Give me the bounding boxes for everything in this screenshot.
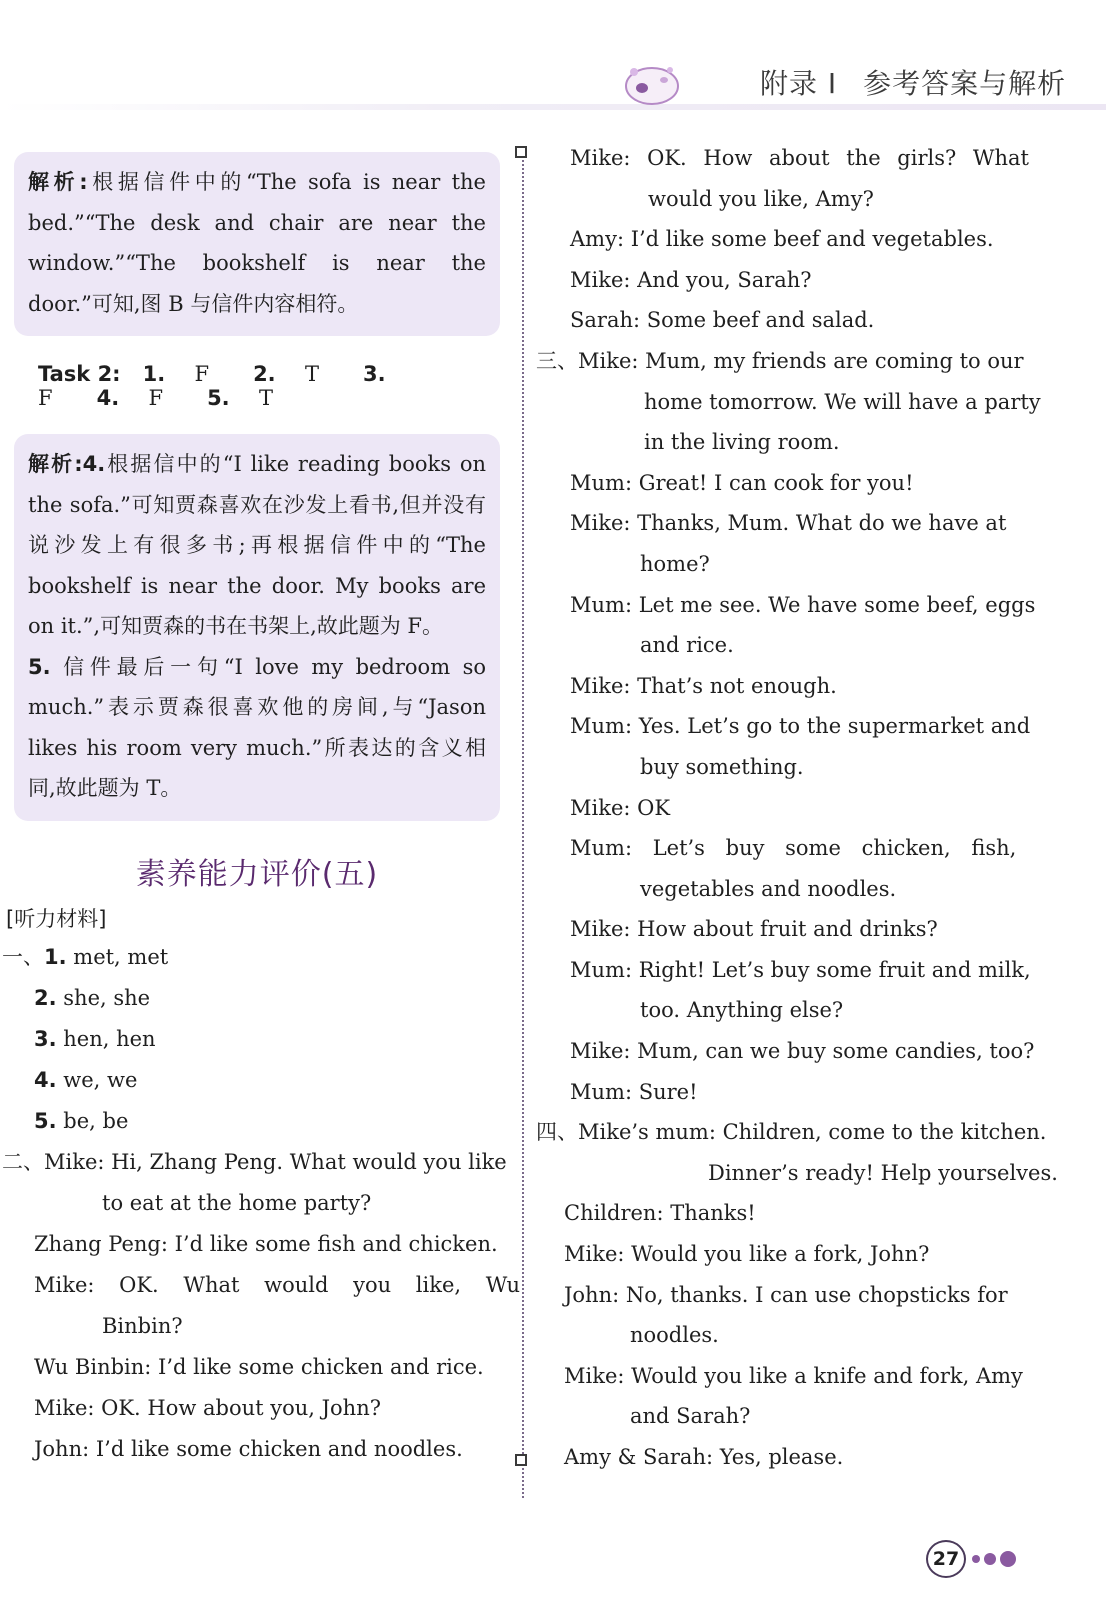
part-prefix: 二、 xyxy=(2,1149,44,1174)
answer-num: 5. xyxy=(207,386,230,410)
dialogue-line: Mum: Right! Let’s buy some fruit and milk, xyxy=(570,957,1031,982)
answer-value: T xyxy=(304,362,319,386)
listening-material-tag: [听力材料] xyxy=(6,906,107,931)
dialogue-line: vegetables and noodles. xyxy=(640,876,897,901)
list-item xyxy=(14,1019,500,1060)
part2 xyxy=(2,1142,520,1470)
dialogue-line: Mike: OK. What would you like, Wu xyxy=(34,1272,520,1297)
part-prefix: 三、 xyxy=(536,348,578,373)
dialogue-line: Amy & Sarah: Yes, please. xyxy=(564,1445,844,1469)
list-item xyxy=(14,978,500,1019)
task2-label: Task 2: xyxy=(38,362,121,386)
dialogue-line: Mike: Mum, can we buy some candies, too? xyxy=(570,1039,1035,1064)
answer-value: F xyxy=(194,362,210,386)
dialogue-line: Amy: I’d like some beef and vegetables. xyxy=(570,227,994,252)
item-text: be, be xyxy=(63,1108,129,1133)
dialogue-line: in the living room. xyxy=(644,430,840,455)
dialogue-text: Mike: Hi, Zhang Peng. What would you like xyxy=(44,1149,507,1174)
dialogue-line: Mike: OK xyxy=(570,795,671,820)
page-dots-decoration xyxy=(972,1548,1020,1567)
part1 xyxy=(2,937,500,1142)
item-text: she, she xyxy=(63,985,151,1010)
item-text: we, we xyxy=(63,1067,138,1092)
dialogue-text: Mike: Mum, my friends are coming to our xyxy=(578,348,1024,373)
analysis-text: 信件最后一句“I love my bedroom so much.”表示贾森很喜欢他的房间,与“Jason likes his room very much.”所表达的含义相同,故此题为 T。 xyxy=(28,654,486,800)
part-prefix: 四、 xyxy=(536,1120,578,1145)
section-title: 素养能力评价(五) xyxy=(135,856,379,892)
dialogue-line: would you like, Amy? xyxy=(648,186,874,211)
section-heading: 参考答案与解析 xyxy=(863,67,1067,100)
analysis-tag: 解析: xyxy=(28,170,88,194)
dialogue-line: Mike: Thanks, Mum. What do we have at xyxy=(570,511,1007,536)
dialogue-line: Mum: Great! I can cook for you! xyxy=(570,470,914,495)
appendix-label: 附录 I xyxy=(760,67,838,100)
right-column xyxy=(536,138,1058,1478)
page-number: 27 xyxy=(926,1540,966,1578)
dialogue-line: noodles. xyxy=(630,1323,719,1348)
header-title xyxy=(760,62,1066,102)
list-item xyxy=(2,937,500,978)
dialogue-line: buy something. xyxy=(640,754,804,779)
dialogue-line: John: I’d like some chicken and noodles. xyxy=(34,1436,463,1461)
answer-num: 1. xyxy=(142,362,166,386)
answer-value: T xyxy=(258,386,273,410)
dialogue-line: Zhang Peng: I’d like some fish and chicken. xyxy=(34,1231,498,1256)
analysis-item-num: 4. xyxy=(82,452,106,476)
header-strip xyxy=(0,104,1106,110)
dialogue-line: Mum: Let’s buy some chicken, fish, xyxy=(570,836,1017,861)
item-text: hen, hen xyxy=(63,1026,156,1051)
divider-bottom-cap xyxy=(515,1454,527,1466)
dialogue-line: Mike: OK. How about the girls? What xyxy=(570,146,1029,170)
dialogue-line: and rice. xyxy=(640,633,734,658)
page-header xyxy=(0,0,1106,130)
left-column xyxy=(2,152,520,1470)
analysis-text: 根据信件中的“The sofa is near the bed.”“The desk and chair are near the window.”“The bookshelf is near the door.”可知,图 B 与信件内容相符。 xyxy=(28,170,486,316)
analysis-item-num: 5. xyxy=(28,654,51,679)
dialogue-line: home? xyxy=(640,551,710,576)
dialogue-line: to eat at the home party? xyxy=(102,1190,372,1215)
item-num: 3. xyxy=(34,1026,57,1051)
analysis-box-2 xyxy=(14,434,500,821)
dialogue-line xyxy=(536,1112,1048,1153)
divider-top-cap xyxy=(515,146,527,158)
item-num: 5. xyxy=(34,1108,57,1133)
dialogue-text: Mike’s mum: Children, come to the kitchen. xyxy=(578,1120,1047,1145)
dialogue-line: Sarah: Some beef and salad. xyxy=(570,308,875,333)
task2-answers xyxy=(38,362,500,410)
item-text: met, met xyxy=(73,944,169,969)
answer-value: F xyxy=(38,386,53,410)
dialogue-line: Children: Thanks! xyxy=(564,1201,756,1226)
item-num: 2. xyxy=(34,985,57,1010)
dialogue-line: too. Anything else? xyxy=(640,998,844,1023)
list-item xyxy=(14,1060,500,1101)
dialogue-line: Wu Binbin: I’d like some chicken and rice. xyxy=(34,1354,484,1379)
dialogue-line: Mike: Would you like a knife and fork, Amy xyxy=(564,1363,1023,1388)
dialogue-line: Mum: Yes. Let’s go to the supermarket and xyxy=(570,714,1031,739)
answer-num: 3. xyxy=(362,362,386,386)
dialogue-line: Binbin? xyxy=(102,1313,183,1338)
answer-num: 4. xyxy=(96,386,120,410)
dialogue-line: Mike: OK. How about you, John? xyxy=(34,1395,381,1420)
dialogue-line: Mike: And you, Sarah? xyxy=(570,267,812,292)
item-num: 4. xyxy=(34,1067,57,1092)
dialogue-line: Mike: How about fruit and drinks? xyxy=(570,917,938,942)
dialogue-line: Mike: Would you like a fork, John? xyxy=(564,1242,930,1267)
dialogue-line: and Sarah? xyxy=(630,1404,751,1429)
item-num: 1. xyxy=(44,944,67,969)
mascot-icon xyxy=(620,58,684,106)
dialogue-line: Mum: Let me see. We have some beef, eggs xyxy=(570,592,1036,617)
list-item xyxy=(14,1101,500,1142)
dialogue-line: John: No, thanks. I can use chopsticks for xyxy=(564,1282,1008,1307)
answer-num: 2. xyxy=(253,362,276,386)
dialogue-line xyxy=(536,341,1048,382)
dialogue-line: Mike: That’s not enough. xyxy=(570,673,837,698)
analysis-box-1 xyxy=(14,152,500,336)
column-divider xyxy=(522,152,524,1498)
dialogue-line: Dinner’s ready! Help yourselves. xyxy=(708,1160,1058,1185)
analysis-tag: 解析: xyxy=(28,452,83,476)
answer-value: F xyxy=(148,386,164,410)
dialogue-line xyxy=(2,1142,507,1183)
dialogue-line: home tomorrow. We will have a party xyxy=(644,389,1041,414)
part-prefix: 一、 xyxy=(2,944,44,969)
analysis-text: 根据信中的“I like reading books on the sofa.”可知贾森喜欢在沙发上看书,但并没有说沙发上有很多书;再根据信件中的“The bookshelf is near the door. My books are on it.”,可知贾森的书在书架上,故此题为 F。 xyxy=(28,452,486,638)
dialogue-line: Mum: Sure! xyxy=(570,1079,698,1104)
